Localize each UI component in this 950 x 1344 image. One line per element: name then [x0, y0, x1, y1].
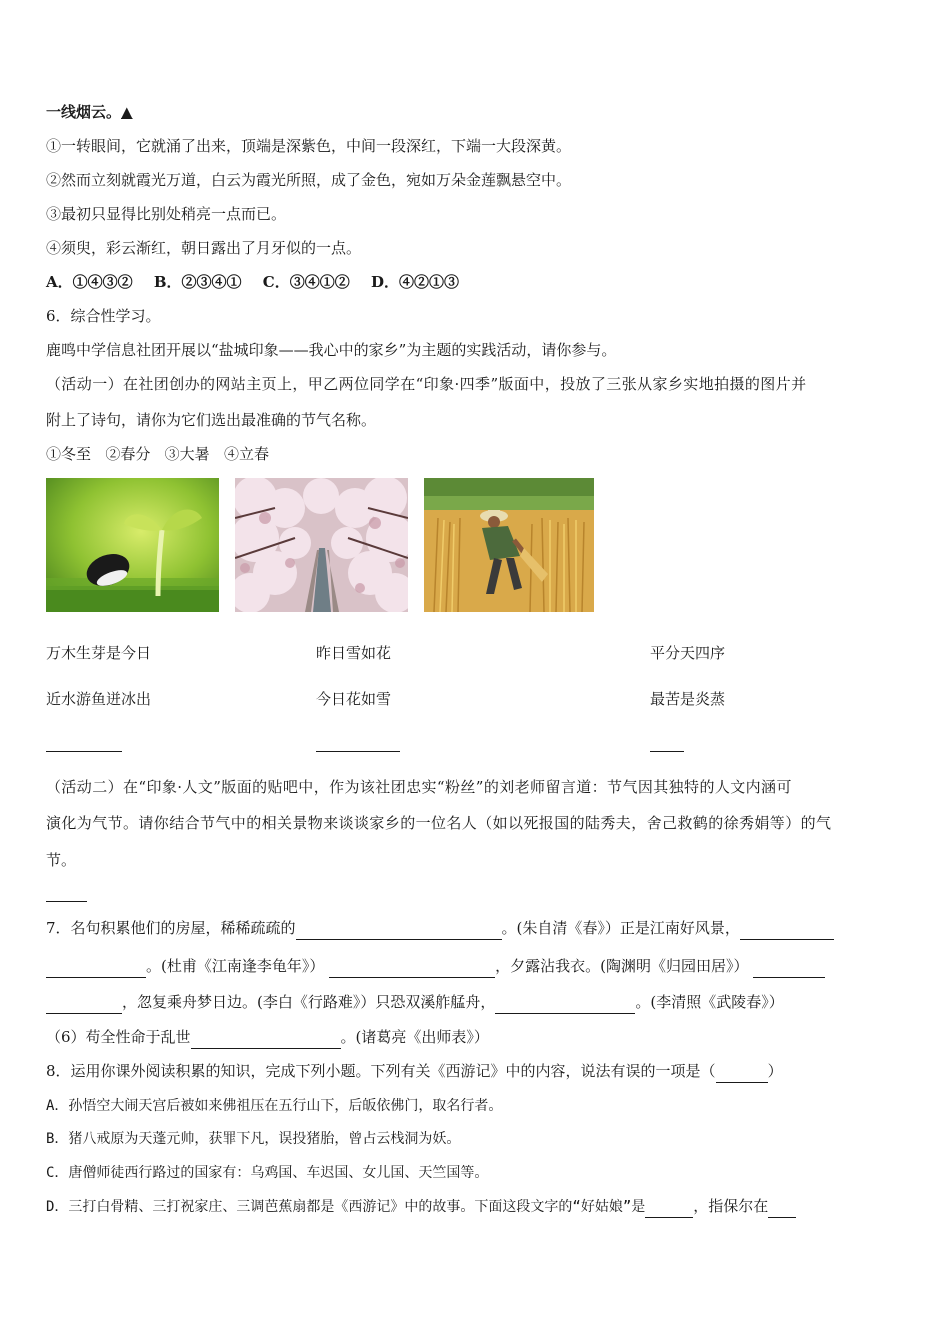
activity-1-line-1: （活动一）在社团创办的网站主页上，甲乙两位同学在“印象·四季”版面中，投放了三张从家乡实地拍摄的图片并 — [46, 375, 807, 393]
sentence-2: ②然而立刻就霞光万道，白云为霞光所照，成了金色，宛如万朵金莲飘悬空中。 — [46, 171, 572, 189]
q6-intro: 鹿鸣中学信息社团开展以“盐城印象——我心中的家乡”为主题的实践活动，请你参与。 — [46, 341, 617, 359]
wheat-harvest-photo — [424, 478, 594, 612]
q8-stem — [46, 1060, 783, 1083]
blank-q8-place[interactable] — [768, 1195, 796, 1218]
answer-blank-1[interactable] — [46, 750, 122, 752]
blank-q7-4b[interactable] — [46, 991, 122, 1014]
activity-2-line-3: 节。 — [46, 851, 77, 869]
q8-option-c: C．唐僧师徒西行路过的国家有：乌鸡国、车迟国、女儿国、天竺国等。 — [46, 1165, 489, 1181]
blank-q7-2[interactable] — [740, 917, 834, 940]
answer-mark: ▲ — [121, 103, 133, 121]
option-b: B．②③④① — [153, 273, 242, 291]
cherry-blossom-photo — [235, 478, 408, 612]
option-c: C．③④①② — [262, 273, 350, 291]
poem-3-line-1: 平分天四序 — [650, 644, 726, 662]
term-start-of-spring: ④立春 — [223, 445, 269, 463]
sentence-1: ①一转眼间，它就涌了出来，顶端是深紫色，中间一段深红，下端一大段深黄。 — [46, 137, 572, 155]
q8-option-b: B．猪八戒原为天蓬元帅，获罪下凡，误投猪胎，曾占云栈洞为妖。 — [46, 1131, 461, 1147]
term-winter-solstice: ①冬至 — [46, 445, 92, 463]
q7-line-1 — [46, 917, 834, 940]
blank-q8-girl[interactable] — [645, 1195, 693, 1218]
poem-2-line-2: 今日花如雪 — [316, 690, 392, 708]
blank-q7-4[interactable] — [753, 955, 825, 978]
q8-option-d-text: D．三打白骨精、三打祝家庄、三调芭蕉扇都是《西游记》中的故事。下面这段文字的“好姑娘”是 — [46, 1199, 646, 1215]
answer-blank-4[interactable] — [46, 900, 87, 902]
answer-blank-2[interactable] — [316, 750, 400, 752]
q8-option-a: A．孙悟空大闹天宫后被如来佛祖压在五行山下，后皈依佛门，取名行者。 — [46, 1098, 503, 1114]
sentence-3: ③最初只显得比别处稍亮一点而已。 — [46, 205, 287, 223]
q7-text-3b: 。(李清照《武陵春》） — [635, 993, 784, 1011]
blank-q7-6[interactable] — [191, 1026, 341, 1049]
q7-line-4 — [46, 1026, 489, 1049]
q7-line-3 — [46, 991, 784, 1014]
q7-text-1b: 。(朱自清《春》）正是江南好风景， — [501, 919, 740, 937]
q6-heading: 6．综合性学习。 — [46, 307, 161, 325]
option-d: D．④②①③ — [370, 273, 459, 291]
q7-text-3a: ，忽复乘舟梦日边。(李白《行路难》）只恐双溪舴艋舟， — [122, 993, 496, 1011]
poem-1-line-2: 近水游鱼迸冰出 — [46, 690, 152, 708]
term-spring-equinox: ②春分 — [105, 445, 151, 463]
q8-option-d-mid: ，指保尔在 — [693, 1197, 769, 1215]
blank-q7-5[interactable] — [495, 991, 635, 1014]
q7-line-2 — [46, 955, 825, 978]
sentence-4: ④须臾，彩云渐红，朝日露出了月牙似的一点。 — [46, 239, 362, 257]
q7-text-2a: 。(杜甫《江南逢李龟年》） — [146, 957, 325, 975]
q7-text-1a: 7．名句积累他们的房屋，稀稀疏疏的 — [46, 919, 296, 937]
poem-2-line-1: 昨日雪如花 — [316, 644, 392, 662]
blank-q7-2b[interactable] — [46, 955, 146, 978]
q5-intro-text: 一线烟云。 — [46, 103, 122, 121]
activity-1-line-2: 附上了诗句，请你为它们选出最准确的节气名称。 — [46, 411, 377, 429]
q8-stem-text: 8．运用你课外阅读积累的知识，完成下列小题。下列有关《西游记》中的内容，说法有误的一项是（ — [46, 1062, 716, 1080]
answer-blank-3[interactable] — [650, 750, 684, 752]
sprout-photo — [46, 478, 219, 612]
q7-text-4a: （6）苟全性命于乱世 — [46, 1028, 191, 1046]
q7-text-2b: ，夕露沾我衣。(陶渊明《归园田居》） — [495, 957, 749, 975]
term-major-heat: ③大暑 — [164, 445, 210, 463]
option-a: A．①④③② — [46, 273, 133, 291]
q8-option-d — [46, 1195, 796, 1218]
poem-3-line-2: 最苦是炎蒸 — [650, 690, 726, 708]
blank-q7-3[interactable] — [329, 955, 495, 978]
blank-q8-answer[interactable] — [716, 1060, 768, 1083]
q8-stem-end: ） — [767, 1062, 783, 1080]
blank-q7-1[interactable] — [296, 917, 502, 940]
q5-intro — [46, 101, 133, 123]
q7-text-4b: 。(诸葛亮《出师表》） — [340, 1028, 489, 1046]
poem-1-line-1: 万木生芽是今日 — [46, 644, 152, 662]
activity-2-line-2: 演化为气节。请你结合节气中的相关景物来谈谈家乡的一位名人（如以死报国的陆秀夫，舍己救鹤的徐秀娟等）的气 — [46, 814, 832, 832]
activity-2-line-1: （活动二）在“印象·人文”版面的贴吧中，作为该社团忠实“粉丝”的刘老师留言道：节气因其独特的人文内涵可 — [46, 778, 792, 796]
solar-terms — [46, 443, 269, 465]
q5-options — [46, 271, 475, 293]
